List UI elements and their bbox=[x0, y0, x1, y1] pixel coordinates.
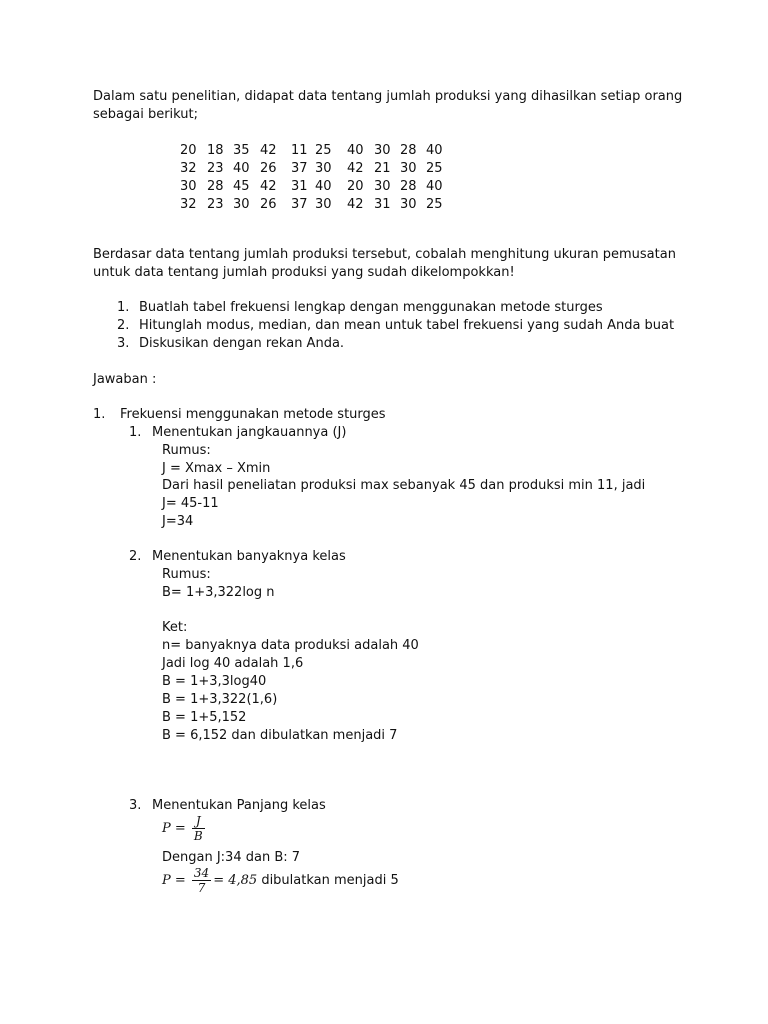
data-cell: 25 bbox=[426, 197, 443, 212]
data-cell: 40 bbox=[233, 161, 250, 176]
step2-line: Jadi log 40 adalah 1,6 bbox=[162, 656, 304, 671]
instruction-item: Hitunglah modus, median, dan mean untuk tabel frekuensi yang sudah Anda buat bbox=[139, 318, 675, 333]
data-cell: 40 bbox=[426, 179, 443, 194]
data-cell: 30 bbox=[400, 197, 417, 212]
data-cell: 37 bbox=[291, 161, 308, 176]
fraction-numerator: J bbox=[192, 814, 205, 829]
data-cell: 40 bbox=[315, 179, 332, 194]
data-cell: 32 bbox=[180, 161, 197, 176]
formula-lhs: P = bbox=[162, 821, 186, 836]
data-cell: 42 bbox=[260, 143, 277, 158]
data-cell: 35 bbox=[233, 143, 250, 158]
instruction-number: 3. bbox=[117, 336, 130, 351]
step2-line: B = 1+3,322(1,6) bbox=[162, 692, 278, 707]
data-cell: 32 bbox=[180, 197, 197, 212]
step1-line: J=34 bbox=[162, 514, 194, 529]
data-cell: 31 bbox=[374, 197, 391, 212]
data-cell: 30 bbox=[374, 179, 391, 194]
fraction bbox=[192, 814, 205, 843]
data-cell: 30 bbox=[180, 179, 197, 194]
data-cell: 20 bbox=[347, 179, 364, 194]
data-cell: 40 bbox=[426, 143, 443, 158]
data-cell: 30 bbox=[315, 197, 332, 212]
data-cell: 30 bbox=[315, 161, 332, 176]
data-row bbox=[180, 179, 450, 196]
step-number: 2. bbox=[129, 549, 142, 564]
answer-heading: Jawaban : bbox=[93, 372, 157, 387]
data-cell: 25 bbox=[426, 161, 443, 176]
step2-line: B = 6,152 dan dibulatkan menjadi 7 bbox=[162, 728, 398, 743]
step2-line: Ket: bbox=[162, 620, 188, 635]
section-title: Frekuensi menggunakan metode sturges bbox=[120, 407, 386, 422]
task-line-2: untuk data tentang jumlah produksi yang sudah dikelompokkan! bbox=[93, 265, 515, 280]
step1-line: Rumus: bbox=[162, 443, 211, 458]
data-cell: 28 bbox=[400, 143, 417, 158]
fraction-numerator: 34 bbox=[193, 866, 210, 880]
data-cell: 20 bbox=[180, 143, 197, 158]
data-cell: 45 bbox=[233, 179, 250, 194]
step2-line: n= banyaknya data produksi adalah 40 bbox=[162, 638, 419, 653]
data-cell: 28 bbox=[400, 179, 417, 194]
data-cell: 30 bbox=[400, 161, 417, 176]
formula-result: = 4,85 bbox=[213, 873, 258, 888]
step-title: Menentukan banyaknya kelas bbox=[152, 549, 346, 564]
data-cell: 23 bbox=[207, 197, 224, 212]
data-cell: 11 bbox=[291, 143, 308, 158]
step-number: 3. bbox=[129, 798, 142, 813]
data-cell: 25 bbox=[315, 143, 332, 158]
data-cell: 30 bbox=[233, 197, 250, 212]
section-number: 1. bbox=[93, 407, 106, 422]
step1-line: Dari hasil peneliatan produksi max sebanyak 45 dan produksi min 11, jadi bbox=[162, 478, 646, 493]
intro-line-2: sebagai berikut; bbox=[93, 107, 199, 122]
fraction-denominator: 7 bbox=[197, 881, 206, 895]
data-cell: 42 bbox=[260, 179, 277, 194]
intro-line-1: Dalam satu penelitian, didapat data tentang jumlah produksi yang dihasilkan setiap orang bbox=[93, 89, 683, 104]
step2-line: B = 1+5,152 bbox=[162, 710, 247, 725]
data-cell: 18 bbox=[207, 143, 224, 158]
formula-tail: dibulatkan menjadi 5 bbox=[257, 873, 399, 888]
data-cell: 40 bbox=[347, 143, 364, 158]
step-title: Menentukan Panjang kelas bbox=[152, 798, 326, 813]
step2-line: Rumus: bbox=[162, 567, 211, 582]
data-cell: 30 bbox=[374, 143, 391, 158]
formula-lhs: P = bbox=[162, 873, 186, 888]
step1-line: J= 45-11 bbox=[162, 496, 219, 511]
instruction-number: 2. bbox=[117, 318, 130, 333]
formula-p-j-over-b bbox=[162, 814, 207, 843]
instruction-number: 1. bbox=[117, 300, 130, 315]
instruction-item: Diskusikan dengan rekan Anda. bbox=[139, 336, 345, 351]
fraction-denominator: B bbox=[193, 829, 203, 843]
step1-line: J = Xmax – Xmin bbox=[162, 461, 271, 476]
step-number: 1. bbox=[129, 425, 142, 440]
formula-p-result bbox=[162, 866, 399, 895]
step2-line: B = 1+3,3log40 bbox=[162, 674, 267, 689]
fraction bbox=[192, 866, 211, 895]
step2-line: B= 1+3,322log n bbox=[162, 585, 275, 600]
data-row bbox=[180, 161, 450, 178]
data-cell: 42 bbox=[347, 197, 364, 212]
task-line-1: Berdasar data tentang jumlah produksi tersebut, cobalah menghitung ukuran pemusatan bbox=[93, 247, 676, 262]
data-row bbox=[180, 197, 450, 214]
data-cell: 26 bbox=[260, 161, 277, 176]
data-cell: 42 bbox=[347, 161, 364, 176]
data-cell: 26 bbox=[260, 197, 277, 212]
data-cell: 21 bbox=[374, 161, 391, 176]
step-title: Menentukan jangkauannya (J) bbox=[152, 425, 347, 440]
data-row bbox=[180, 143, 450, 160]
step3-given: Dengan J:34 dan B: 7 bbox=[162, 850, 301, 865]
data-cell: 23 bbox=[207, 161, 224, 176]
data-cell: 37 bbox=[291, 197, 308, 212]
data-cell: 28 bbox=[207, 179, 224, 194]
data-cell: 31 bbox=[291, 179, 308, 194]
instruction-item: Buatlah tabel frekuensi lengkap dengan menggunakan metode sturges bbox=[139, 300, 603, 315]
